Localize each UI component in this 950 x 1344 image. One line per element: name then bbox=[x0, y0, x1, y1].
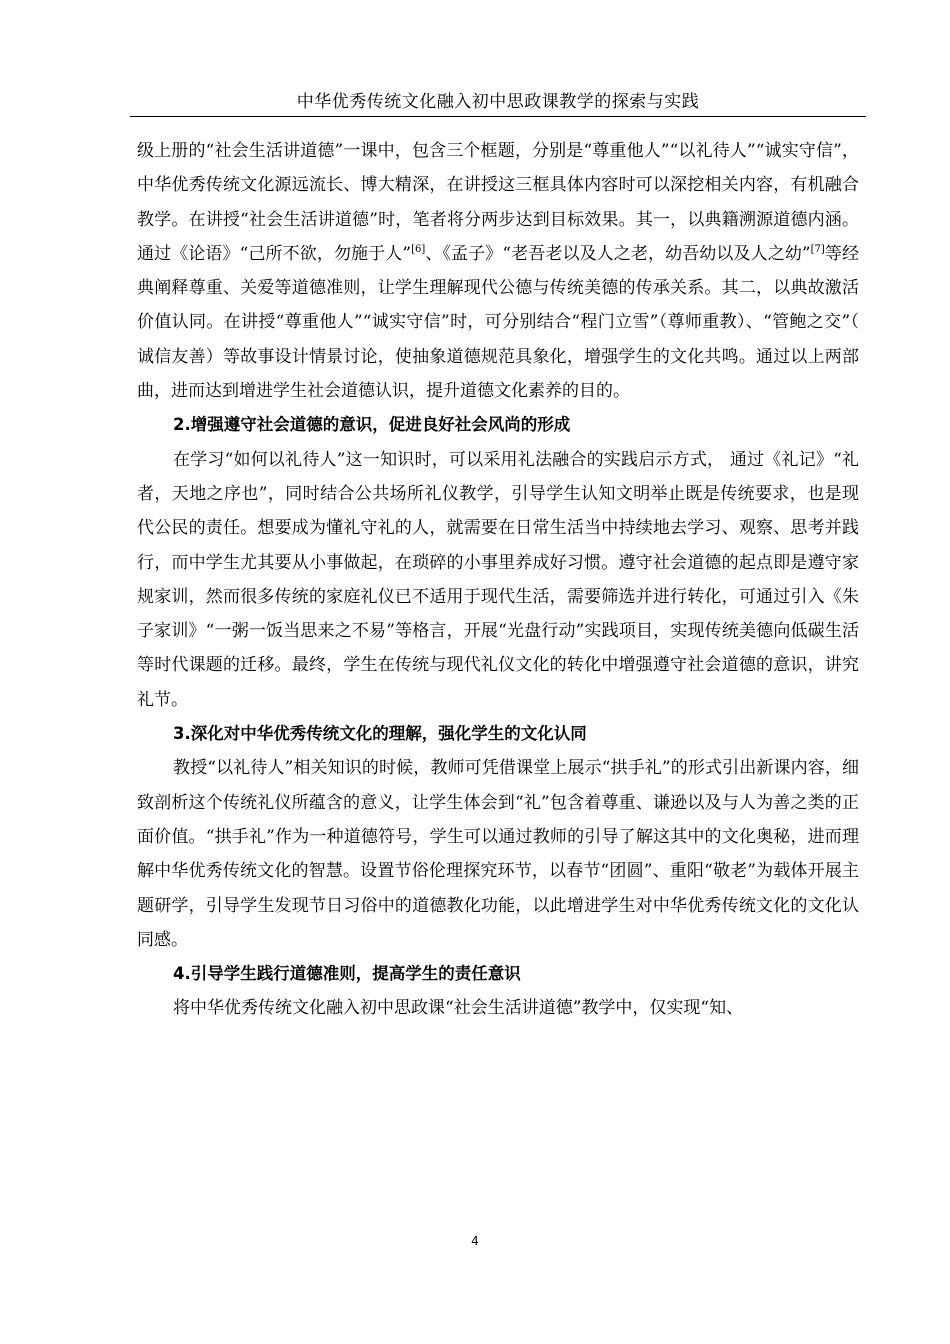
citation-ref: [6] bbox=[411, 243, 426, 255]
page-number: 4 bbox=[471, 1234, 479, 1248]
paragraph-social-ethics: 在学习“如何以礼待人”这一知识时，可以采用礼法融合的实践启示方式， 通过《礼记》“礼者，天地之序也”，同时结合公共场所礼仪教学，引导学生认知文明举止既是传统要求，也是现代公民的责任。想要成为懂礼守礼的人，就需要在日常生活当中持续地去学习、观察、思考并践行，而中学生尤其要从小事做起，在琐碎的小事里养成好习惯。遵守社会道德的起点即是遵守家规家训，然而很多传统的家庭礼仪已不适用于现代生活，需要筛选并进行转化，可通过引入《朱子家训》“一粥一饭当思来之不易”等格言，开展“光盘行动”实践项目，实现传统美德向低碳生活等时代课题的迁移。最终，学生在传统与现代礼仪文化的转化中增强遵守社会道德的意识，讲究礼节。 bbox=[137, 449, 859, 710]
citation-ref: [7] bbox=[810, 243, 825, 255]
paragraph-text: 、《孟子》“老吾老以及人之老，幼吾幼以及人之幼” bbox=[425, 243, 811, 264]
paragraph-responsibility: 将中华优秀传统文化融入初中思政课“社会生活讲道德”教学中，仅实现“知、 bbox=[173, 998, 744, 1019]
section-heading-2: 2.增强遵守社会道德的意识，促进良好社会风尚的形成 bbox=[173, 415, 571, 435]
paragraph-moral-education bbox=[137, 134, 859, 408]
header-rule bbox=[130, 116, 866, 117]
paragraph-text: 级上册的“社会生活讲道德”一课中，包含三个框题，分别是“尊重他人”“以礼待人”“诚实守信”，中华优秀传统文化源远流长、博大精深，在讲授这三框具体内容时可以深挖相关内容，有机融合教学。在讲授“社会生活讲道德”时，笔者将分两步达到目标效果。其一，以典籍溯源道德内涵。通过《论语》“己所不欲，勿施于人” bbox=[137, 141, 859, 264]
page-body bbox=[137, 134, 859, 1026]
paragraph-text: 等经典阐释尊重、关爱等道德准则，让学生理解现代公德与传统美德的传承关系。其二，以典故激活价值认同。在讲授“尊重他人”“诚实守信”时，可分别结合“程门立雪”（尊师重教）、“管鲍之交”（诚信友善）等故事设计情景讨论，使抽象道德规范具象化，增强学生的文化共鸣。通过以上两部曲，进而达到增进学生社会道德认识，提升道德文化素养的目的。 bbox=[137, 243, 860, 402]
section-heading-3: 3.深化对中华优秀传统文化的理解，强化学生的文化认同 bbox=[173, 724, 587, 744]
section-heading-4: 4.引导学生践行道德准则，提高学生的责任意识 bbox=[173, 964, 521, 984]
paragraph-cultural-identity: 教授“以礼待人”相关知识的时候，教师可凭借课堂上展示“拱手礼”的形式引出新课内容，细致剖析这个传统礼仪所蕴含的意义，让学生体会到“礼”包含着尊重、谦逊以及与人为善之类的正面价值。“拱手礼”作为一种道德符号，学生可以通过教师的引导了解这其中的文化奥秘，进而理解中华优秀传统文化的智慧。设置节俗伦理探究环节，以春节“团圆”、重阳“敬老”为载体开展主题研学，引导学生发现节日习俗中的道德教化功能，以此增进学生对中华优秀传统文化的文化认同感。 bbox=[137, 758, 859, 950]
running-header: 中华优秀传统文化融入初中思政课教学的探索与实践 bbox=[296, 92, 700, 112]
